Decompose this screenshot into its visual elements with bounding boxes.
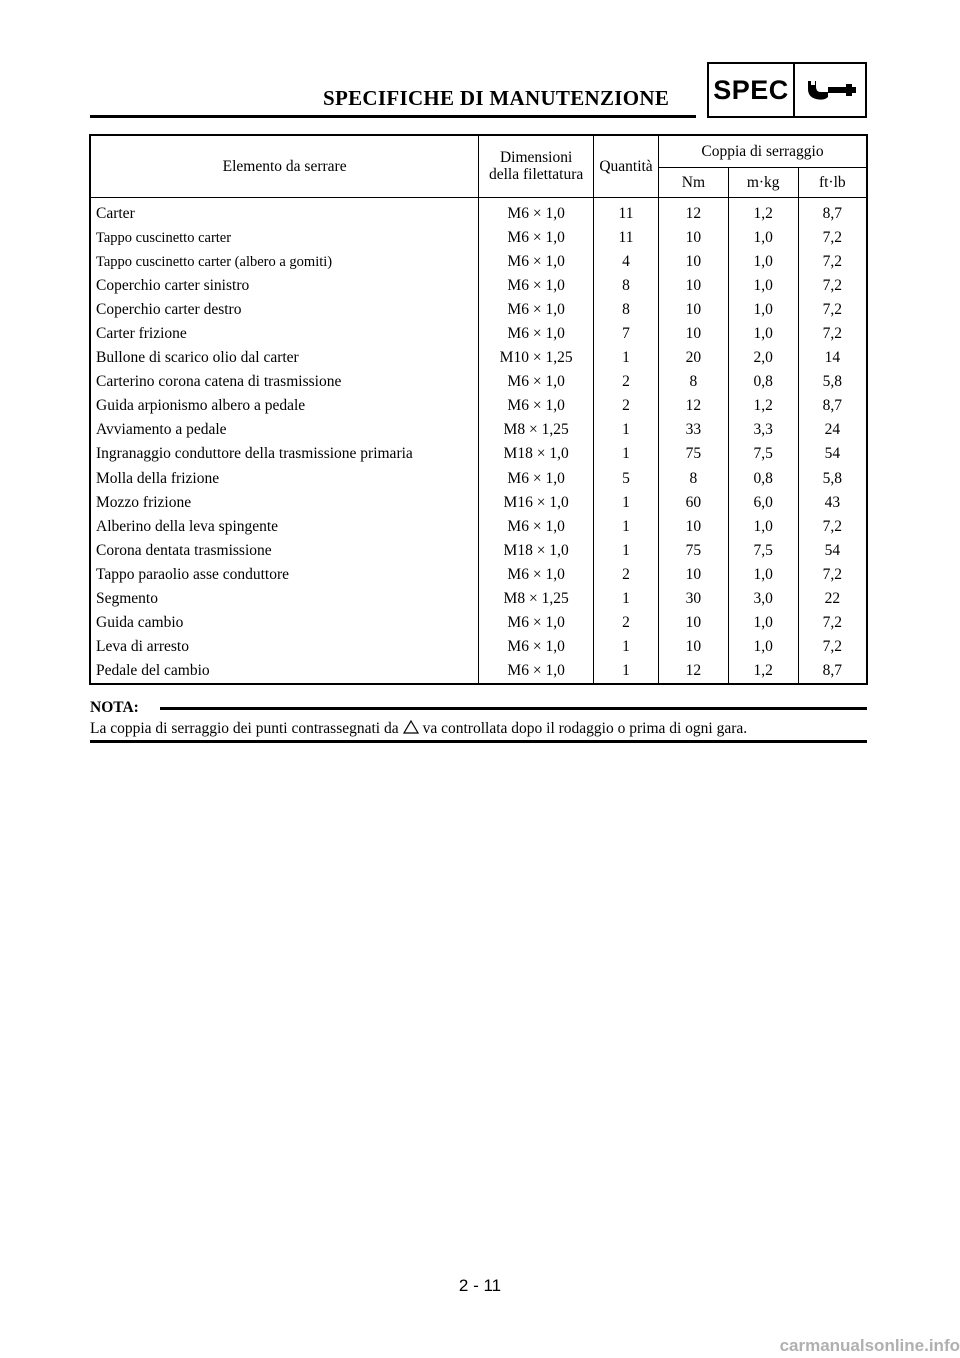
header-thread-line1: Dimensioni: [499, 149, 573, 167]
cell-nm: 75: [658, 539, 728, 563]
cell-name: Alberino della leva spingente: [90, 515, 479, 539]
cell-qty: 11: [594, 197, 659, 226]
cell-thread: M6 × 1,0: [479, 274, 594, 298]
title-underline: [90, 115, 696, 118]
table-row: [90, 515, 867, 539]
cell-name: Pedale del cambio: [90, 659, 479, 684]
cell-nm: 10: [658, 635, 728, 659]
cell-nm: 10: [658, 298, 728, 322]
cell-thread: M6 × 1,0: [479, 370, 594, 394]
cell-name: Tappo paraolio asse conduttore: [90, 563, 479, 587]
note-rule-top: [160, 707, 867, 710]
cell-ftlb: 22: [824, 590, 841, 608]
header-mkg: m·kg: [728, 167, 798, 197]
cell-name: Coperchio carter destro: [90, 298, 479, 322]
cell-ftlb: 5,8: [822, 373, 842, 391]
cell-thread: M18 × 1,0: [479, 539, 594, 563]
header-thread-line2: della filettatura: [489, 166, 584, 184]
cell-name: Bullone di scarico olio dal carter: [90, 346, 479, 370]
spec-badge-label: SPEC: [709, 64, 795, 116]
cell-nm: 12: [658, 659, 728, 684]
header-qty: Quantità: [594, 135, 659, 197]
cell-ftlb: 24: [824, 421, 841, 439]
cell-ftlb: 7,2: [822, 252, 842, 270]
cell-thread: M6 × 1,0: [479, 197, 594, 226]
cell-nm: 8: [658, 467, 728, 491]
table-row: [90, 587, 867, 611]
cell-qty: 4: [594, 250, 659, 274]
cell-qty: 2: [594, 370, 659, 394]
note-rule-bottom: [90, 740, 867, 743]
cell-thread: M6 × 1,0: [479, 659, 594, 684]
cell-mkg: 1,2: [728, 197, 798, 226]
cell-thread: M6 × 1,0: [479, 226, 594, 250]
cell-name: Molla della frizione: [90, 467, 479, 491]
table-row: [90, 563, 867, 587]
cell-name: Corona dentata trasmissione: [90, 539, 479, 563]
table-row: [90, 442, 867, 466]
cell-mkg: 1,2: [728, 659, 798, 684]
wrench-icon: [795, 64, 865, 116]
cell-nm: 8: [658, 370, 728, 394]
cell-qty: 2: [594, 394, 659, 418]
cell-qty: 1: [594, 659, 659, 684]
table-row: [90, 298, 867, 322]
triangle-icon: [403, 720, 419, 739]
cell-name: Ingranaggio conduttore della trasmissione primaria: [90, 442, 479, 466]
spec-badge: [707, 62, 867, 118]
cell-thread: M6 × 1,0: [479, 635, 594, 659]
cell-thread: M6 × 1,0: [479, 563, 594, 587]
cell-ftlb: 7,2: [822, 565, 842, 583]
cell-name: Leva di arresto: [90, 635, 479, 659]
cell-ftlb: 54: [824, 445, 841, 463]
cell-ftlb: 7,2: [822, 325, 842, 343]
cell-ftlb: 5,8: [822, 469, 842, 487]
cell-thread: M6 × 1,0: [479, 322, 594, 346]
header-thread: [479, 135, 594, 197]
cell-name: Tappo cuscinetto carter: [90, 226, 479, 250]
cell-nm: 10: [658, 226, 728, 250]
cell-nm: 12: [658, 394, 728, 418]
cell-thread: M6 × 1,0: [479, 611, 594, 635]
cell-mkg: 7,5: [728, 442, 798, 466]
cell-mkg: 1,0: [728, 563, 798, 587]
page-title: SPECIFICHE DI MANUTENZIONE: [323, 86, 670, 110]
cell-name: Carter frizione: [90, 322, 479, 346]
cell-thread: M8 × 1,25: [479, 587, 594, 611]
cell-nm: 20: [658, 346, 728, 370]
cell-mkg: 0,8: [728, 467, 798, 491]
cell-thread: M6 × 1,0: [479, 515, 594, 539]
cell-name: Mozzo frizione: [90, 491, 479, 515]
cell-nm: 10: [658, 563, 728, 587]
cell-mkg: 0,8: [728, 370, 798, 394]
table-row: [90, 197, 867, 226]
cell-ftlb: 7,2: [822, 300, 842, 318]
cell-mkg: 6,0: [728, 491, 798, 515]
cell-mkg: 1,0: [728, 274, 798, 298]
cell-qty: 1: [594, 635, 659, 659]
cell-mkg: 1,2: [728, 394, 798, 418]
cell-nm: 10: [658, 515, 728, 539]
table-row: [90, 611, 867, 635]
cell-nm: 10: [658, 611, 728, 635]
note-label: NOTA:: [90, 699, 139, 716]
cell-ftlb: 8,7: [822, 397, 842, 415]
cell-name: Carter: [90, 197, 479, 226]
cell-qty: 1: [594, 346, 659, 370]
cell-mkg: 1,0: [728, 611, 798, 635]
table-row: [90, 539, 867, 563]
cell-qty: 1: [594, 539, 659, 563]
table-row: [90, 394, 867, 418]
cell-ftlb: 7,2: [822, 228, 842, 246]
cell-qty: 5: [594, 467, 659, 491]
cell-thread: M6 × 1,0: [479, 298, 594, 322]
cell-qty: 1: [594, 491, 659, 515]
cell-name: Tappo cuscinetto carter (albero a gomiti): [90, 250, 479, 274]
table-row: [90, 659, 867, 684]
cell-thread: M6 × 1,0: [479, 467, 594, 491]
table-row: [90, 250, 867, 274]
cell-thread: M6 × 1,0: [479, 250, 594, 274]
cell-mkg: 1,0: [728, 322, 798, 346]
header-ftlb: ft·lb: [798, 167, 867, 197]
cell-name: Avviamento a pedale: [90, 418, 479, 442]
cell-qty: 1: [594, 515, 659, 539]
cell-ftlb: 14: [824, 349, 841, 367]
torque-spec-table: [89, 134, 868, 685]
cell-thread: M6 × 1,0: [479, 394, 594, 418]
watermark: carmanualsonline.info: [779, 1336, 960, 1355]
table-row: [90, 418, 867, 442]
note-text-before: La coppia di serraggio dei punti contrassegnati da: [90, 720, 399, 737]
table-row: [90, 467, 867, 491]
cell-nm: 33: [658, 418, 728, 442]
cell-nm: 75: [658, 442, 728, 466]
cell-ftlb: 8,7: [822, 662, 842, 680]
table-row: [90, 274, 867, 298]
cell-thread: M16 × 1,0: [479, 491, 594, 515]
cell-nm: 10: [658, 322, 728, 346]
cell-qty: 1: [594, 587, 659, 611]
cell-name: Guida arpionismo albero a pedale: [90, 394, 479, 418]
cell-name: Guida cambio: [90, 611, 479, 635]
cell-nm: 30: [658, 587, 728, 611]
cell-qty: 8: [594, 298, 659, 322]
cell-qty: 1: [594, 418, 659, 442]
cell-mkg: 1,0: [728, 635, 798, 659]
cell-thread: M18 × 1,0: [479, 442, 594, 466]
cell-ftlb: 7,2: [822, 638, 842, 656]
cell-name: Carterino corona catena di trasmissione: [90, 370, 479, 394]
header-nm: Nm: [658, 167, 728, 197]
cell-thread: M10 × 1,25: [479, 346, 594, 370]
cell-nm: 10: [658, 274, 728, 298]
cell-ftlb: 54: [824, 541, 841, 559]
cell-ftlb: 7,2: [822, 517, 842, 535]
table-row: [90, 370, 867, 394]
cell-mkg: 2,0: [728, 346, 798, 370]
header-torque: Coppia di serraggio: [658, 135, 867, 167]
cell-ftlb: 8,7: [822, 204, 842, 222]
cell-name: Segmento: [90, 587, 479, 611]
note-text: [90, 720, 747, 739]
cell-qty: 1: [594, 442, 659, 466]
cell-thread: M8 × 1,25: [479, 418, 594, 442]
table-row: [90, 635, 867, 659]
table-row: [90, 226, 867, 250]
page-number: 2 - 11: [458, 1276, 502, 1295]
note-text-after: va controllata dopo il rodaggio o prima di ogni gara.: [422, 720, 748, 737]
cell-mkg: 1,0: [728, 250, 798, 274]
cell-nm: 10: [658, 250, 728, 274]
cell-mkg: 7,5: [728, 539, 798, 563]
cell-mkg: 3,3: [728, 418, 798, 442]
cell-qty: 8: [594, 274, 659, 298]
cell-qty: 2: [594, 611, 659, 635]
cell-ftlb: 7,2: [822, 276, 842, 294]
table-row: [90, 491, 867, 515]
cell-ftlb: 43: [824, 493, 841, 511]
cell-qty: 2: [594, 563, 659, 587]
table-row: [90, 322, 867, 346]
table-row: [90, 346, 867, 370]
cell-mkg: 1,0: [728, 515, 798, 539]
cell-ftlb: 7,2: [822, 614, 842, 632]
cell-mkg: 1,0: [728, 298, 798, 322]
header-element: Elemento da serrare: [90, 135, 479, 197]
cell-qty: 7: [594, 322, 659, 346]
cell-name: Coperchio carter sinistro: [90, 274, 479, 298]
cell-mkg: 1,0: [728, 226, 798, 250]
cell-nm: 60: [658, 491, 728, 515]
cell-qty: 11: [594, 226, 659, 250]
cell-mkg: 3,0: [728, 587, 798, 611]
cell-nm: 12: [658, 197, 728, 226]
